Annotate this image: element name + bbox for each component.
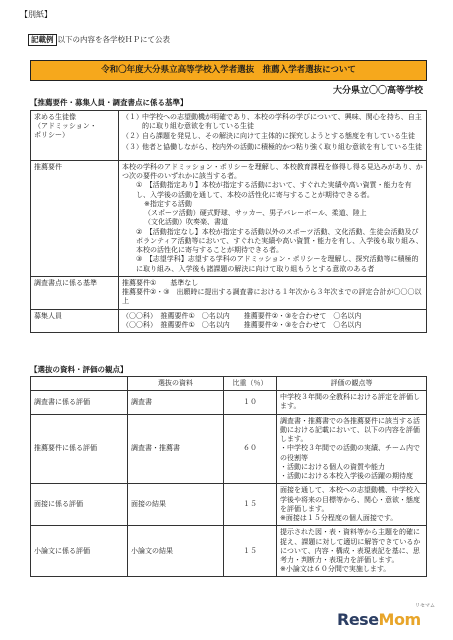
policy-item: （１） 中学校への志望動機が明確であり、本校の学科の学びについて、興味、関心を持ち、自主的に取り組む意欲を有している生徒 [122,113,422,131]
points-cell: 面接を通して、本校への志望動機、中学校入学後や将来の目標等から、関心・意欲・態度を評価します。 ※面接は１５分程度の個人面接です。 [277,484,427,526]
page-title: 令和〇年度大分県立高等学校入学者選抜 推薦入学者選抜について [101,64,356,75]
survey-label: 調査書点に係る基準 [31,276,119,309]
policy-row [31,111,427,161]
table-row [31,414,427,484]
header-points: 評価の観点等 [277,377,427,391]
requirements-label: 推薦要件 [31,161,119,277]
evaluation-table [30,376,427,577]
material-cell: 小論文の結果 [128,526,224,577]
policy-label: 求める生徒像 （アドミッション・ ポリシー） [31,111,119,161]
logo-caption: リセマム [415,603,435,609]
points-cell: 調査書・推薦書での各推薦要件に該当する活動における記載において、以下の内容を評価します。 ・中学校３年間での活動の実績、チーム内での役割等 ・活動における個人の資質や能力 ・活動における本校入学後の活躍の期待度 [277,414,427,484]
points-cell: 提示された図・表・資料等から主題を的確に捉え、課題に対して適切に解答できているかについて、内容・構成・表現表記を基に、思考力・判断力・表現力を評価します。 ※小論文は６０分間で実施します。 [277,526,427,577]
weight-cell: １５ [224,484,277,526]
annex-label: 【別紙】 [20,10,52,19]
title-banner [30,60,427,81]
points-cell: 中学校３年間の全教科における評定を評価します。 [277,391,427,414]
weight-cell: １０ [224,391,277,414]
table-row [31,484,427,526]
culture-activities: （文化活動）吹奏楽、書道 [144,218,228,227]
weight-cell: ６０ [224,414,277,484]
requirement-item-1: ① 【活動指定あり】本校が指定する活動において、すぐれた実績や高い資質・能力を有し、入学後の活動を通して、本校の活性化に寄与することが期待できる者。 [136,181,412,199]
policy-content [119,111,427,161]
survey-row [31,276,427,309]
policy-item: （３） 他者と協働しながら、校内外の活動に積極的かつ粘り強く取り組む意欲を有している生徒 [122,142,422,151]
requirement-item-3: ③ 【志望学科】志望する学科のアドミッション・ポリシーを理解し、探究活動等に積極的に取り組み、入学後も諸課題の解決に向けて取り組もうとする意欲のある者 [136,255,419,273]
requirements-intro: 本校の学科のアドミッション・ポリシーを理解し、本校教育課程を修得し得る見込みがあり、かつ次の要件のいずれかに該当する者。 [122,163,423,181]
table-row [31,391,427,414]
requirements-content [119,161,427,277]
section1-heading: 【推薦要件・募集人員・調査書点に係る基準】 [30,98,188,107]
intro-text: 以下の内容を各学校ＨＰにて公表 [57,35,170,44]
category-cell: 小論文に係る評価 [31,526,128,577]
category-cell: 面接に係る評価 [31,484,128,526]
intro-line [28,34,170,46]
table-row [31,526,427,577]
requirements-table [30,110,427,333]
policy-item: （２） 自ら課題を発見し、その解決に向けて主体的に探究しようとする態度を有している生徒 [122,132,415,141]
capacity-label: 募集人員 [31,309,119,332]
category-cell: 推薦要件に係る評価 [31,414,128,484]
material-cell: 面接の結果 [128,484,224,526]
requirement-item-2: ② 【活動指定なし】本校が指定する活動以外のスポーツ活動、文化活動、生徒会活動及びボランティア活動等において、すぐれた実績や高い資質・能力を有し、入学後も取り組み、本校の活性化に寄与することが期待できる者。 [136,227,423,255]
example-badge: 記載例 [28,34,57,46]
header-blank [31,377,128,391]
school-name: 大分県立〇〇高等学校 [332,86,423,96]
weight-cell: １５ [224,526,277,577]
header-material: 選抜の資料 [128,377,224,391]
material-cell: 調査書・推薦書 [128,414,224,484]
requirements-row [31,161,427,277]
capacity-content: （〇〇科） 推薦要件① 〇名以内 推薦要件②・③を合わせて 〇名以内 （〇〇科） 推薦要件① 〇名以内 推薦要件②・③を合わせて 〇名以内 [119,309,427,332]
material-cell: 調査書 [128,391,224,414]
sports-activities: （スポーツ活動）硬式野球、サッカー、男子バレーボール、柔道、陸上 [144,209,367,218]
evaluation-header-row [31,377,427,391]
designated-activities-note: ※指定する活動 [144,199,192,208]
resemom-logo: ReseMom [337,610,421,629]
header-weight: 比重（％） [224,377,277,391]
category-cell: 調査書に係る評価 [31,391,128,414]
section2-heading: 【選抜の資料・評価の観点】 [30,365,128,374]
capacity-row [31,309,427,332]
survey-content: 推薦要件① 基準なし 推薦要件②・③ 出願時に提出する調査書における１年次から３年次までの評定合計が〇〇〇以上 [119,276,427,309]
